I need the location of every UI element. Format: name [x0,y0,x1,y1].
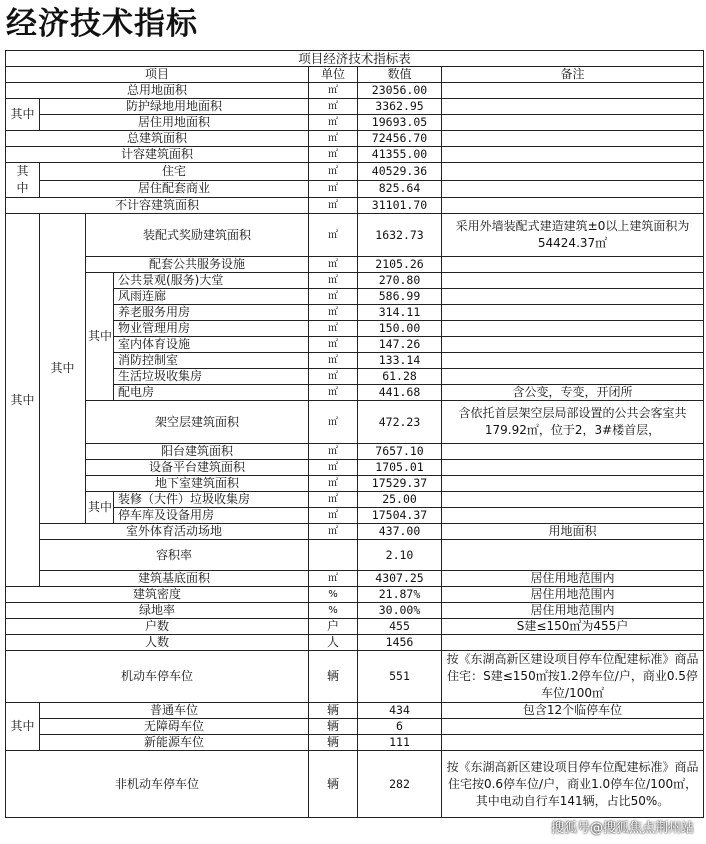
qizhong-label-vertical [6,163,40,198]
row-value: 270.80 [358,273,442,289]
row-label: 人数 [6,635,309,651]
row-unit: ㎡ [309,83,358,99]
row-unit: ㎡ [309,99,358,115]
row-label: 机动车停车位 [6,651,309,703]
row-value: 1456 [358,635,442,651]
row-value: 825.64 [358,180,442,198]
row-note [442,83,704,99]
row-unit: ㎡ [309,305,358,321]
row-label: 建筑密度 [6,587,309,603]
row-label: 新能源车位 [40,735,309,751]
row-label: 公共景观(服务)大堂 [114,273,309,289]
row-note [442,540,704,571]
qizhong-label: 其中 [6,99,40,131]
row-label: 普通车位 [40,703,309,719]
row-note [442,508,704,524]
row-note: 含依托首层架空层局部设置的公共会客室共179.92㎡，位于2，3#楼首层， [442,401,704,444]
table-row [6,257,704,273]
row-label: 居住用地面积 [40,115,309,131]
row-note [442,163,704,181]
row-value: 472.23 [358,401,442,444]
row-label: 消防控制室 [114,353,309,369]
row-value: 25.00 [358,492,442,508]
row-note [442,321,704,337]
row-label: 架空层建筑面积 [86,401,309,444]
row-unit: ㎡ [309,115,358,131]
row-value: 314.11 [358,305,442,321]
table-row [6,492,704,508]
table-row [6,147,704,163]
row-note: 含公变，专变，开闭所 [442,385,704,401]
row-note [442,131,704,147]
row-value: 111 [358,735,442,751]
row-value: 2105.26 [358,257,442,273]
row-unit: ㎡ [309,385,358,401]
row-value: 31101.70 [358,198,442,214]
table-row [6,651,704,703]
row-unit: ㎡ [309,524,358,540]
row-unit: 户 [309,619,358,635]
header-note: 备注 [442,67,704,83]
row-unit: ㎡ [309,444,358,460]
qizhong-label-parking: 其中 [6,703,40,751]
row-unit: ㎡ [309,508,358,524]
row-value: 19693.05 [358,115,442,131]
row-label: 物业管理用房 [114,321,309,337]
table-row [6,180,704,198]
row-unit: ㎡ [309,198,358,214]
row-label: 建筑基底面积 [40,571,309,587]
table-row [6,83,704,99]
row-unit: ㎡ [309,289,358,305]
page-title: 经济技术指标 [6,6,198,42]
row-label: 绿地率 [6,603,309,619]
row-unit: ㎡ [309,321,358,337]
row-note [442,460,704,476]
row-note [442,719,704,735]
table-row [6,603,704,619]
row-label: 无障碍车位 [40,719,309,735]
row-label: 停车库及设备用房 [114,508,309,524]
row-label: 装配式奖励建筑面积 [86,214,309,257]
table-row [6,540,704,571]
table-title: 项目经济技术指标表 [6,51,704,67]
row-unit: 辆 [309,735,358,751]
table-row [6,587,704,603]
row-value: 455 [358,619,442,635]
table-row [6,214,704,257]
row-unit: ㎡ [309,492,358,508]
table-row [6,735,704,751]
row-value: 1632.73 [358,214,442,257]
row-label: 装修（大件）垃圾收集房 [114,492,309,508]
watermark: 搜狐号@搜狐焦点荆州站 [550,821,694,836]
row-note [442,337,704,353]
row-note [442,735,704,751]
row-value: 1705.01 [358,460,442,476]
row-note [442,476,704,492]
row-note: S建≤150㎡为455户 [442,619,704,635]
row-unit: ㎡ [309,571,358,587]
table-row [6,619,704,635]
row-note [442,305,704,321]
row-note [442,115,704,131]
row-label: 室外体育活动场地 [40,524,309,540]
row-value: 437.00 [358,524,442,540]
row-unit: ㎡ [309,273,358,289]
row-note [442,369,704,385]
row-unit: ㎡ [309,180,358,198]
row-label: 防护绿地用地面积 [40,99,309,115]
row-unit: 辆 [309,719,358,735]
row-label: 非机动车停车位 [6,751,309,818]
row-unit: % [309,587,358,603]
header-row [6,67,704,83]
row-note: 按《东湖高新区建设项目停车位配建标准》商品住宅按0.6停车位/户，商业1.0停车位/100㎡，其中电动自行车141辆，占比50%。 [442,751,704,818]
row-label: 设备平台建筑面积 [86,460,309,476]
row-value: 586.99 [358,289,442,305]
row-unit: 辆 [309,751,358,818]
row-value: 4307.25 [358,571,442,587]
row-label: 风雨连廊 [114,289,309,305]
economic-indicators-table [5,50,704,818]
row-unit: 辆 [309,651,358,703]
row-value: 441.68 [358,385,442,401]
table-row [6,401,704,444]
row-note [442,257,704,273]
row-unit: ㎡ [309,257,358,273]
row-value: 282 [358,751,442,818]
row-note [442,99,704,115]
table-row [6,99,704,115]
table-row [6,524,704,540]
table-row [6,163,704,181]
row-note: 包含12个临停车位 [442,703,704,719]
header-item: 项目 [6,67,309,83]
table-row [6,751,704,818]
row-note: 居住用地范围内 [442,587,704,603]
row-value: 17504.37 [358,508,442,524]
table-row [6,115,704,131]
table-row [6,635,704,651]
row-value: 551 [358,651,442,703]
header-unit: 单位 [309,67,358,83]
row-value: 21.87% [358,587,442,603]
row-unit: ㎡ [309,401,358,444]
row-label: 养老服务用房 [114,305,309,321]
row-label: 配套公共服务设施 [86,257,309,273]
row-note [442,444,704,460]
row-note [442,635,704,651]
row-label: 配电房 [114,385,309,401]
row-unit: ㎡ [309,476,358,492]
row-note [442,198,704,214]
table-row [6,476,704,492]
table-row [6,703,704,719]
row-unit: ㎡ [309,131,358,147]
row-label: 总用地面积 [6,83,309,99]
row-value: 434 [358,703,442,719]
row-value: 23056.00 [358,83,442,99]
row-label: 户数 [6,619,309,635]
row-label: 不计容建筑面积 [6,198,309,214]
zhong-char: 中 [16,181,29,195]
qizhong-label-sub: 其中 [86,273,114,401]
row-unit: ㎡ [309,163,358,181]
row-note: 用地面积 [442,524,704,540]
row-note [442,273,704,289]
row-unit: ㎡ [309,147,358,163]
row-unit: ㎡ [309,353,358,369]
row-note [442,492,704,508]
row-label: 总建筑面积 [6,131,309,147]
row-value: 133.14 [358,353,442,369]
table-row [6,131,704,147]
row-unit: ㎡ [309,337,358,353]
row-value: 7657.10 [358,444,442,460]
row-unit: ㎡ [309,369,358,385]
row-value: 2.10 [358,540,442,571]
row-unit: 辆 [309,703,358,719]
row-value: 30.00% [358,603,442,619]
row-label: 室内体育设施 [114,337,309,353]
row-value: 3362.95 [358,99,442,115]
table-row [6,273,704,289]
qizhong-label-inner: 其中 [40,214,86,524]
row-value: 61.28 [358,369,442,385]
table-row [6,719,704,735]
row-note: 居住用地范围内 [442,603,704,619]
row-label: 地下室建筑面积 [86,476,309,492]
row-note [442,180,704,198]
row-unit: 人 [309,635,358,651]
row-label: 阳台建筑面积 [86,444,309,460]
row-note: 采用外墙装配式建造建筑±0以上建筑面积为54424.37㎡ [442,214,704,257]
row-note [442,289,704,305]
row-value: 147.26 [358,337,442,353]
table-title-row [6,51,704,67]
table-row [6,571,704,587]
table-row [6,444,704,460]
row-unit [309,540,358,571]
row-value: 41355.00 [358,147,442,163]
row-note: 居住用地范围内 [442,571,704,587]
row-unit: % [309,603,358,619]
row-label: 居住配套商业 [40,180,309,198]
row-unit: ㎡ [309,460,358,476]
qizhong-label-outer: 其中 [6,214,40,587]
header-value: 数值 [358,67,442,83]
qi-char: 其 [16,164,29,178]
row-label: 住宅 [40,163,309,181]
row-label: 容积率 [40,540,309,571]
row-value: 40529.36 [358,163,442,181]
row-note [442,353,704,369]
row-label: 生活垃圾收集房 [114,369,309,385]
row-note [442,147,704,163]
table-row [6,198,704,214]
row-label: 计容建筑面积 [6,147,309,163]
row-unit: ㎡ [309,214,358,257]
row-value: 6 [358,719,442,735]
row-value: 150.00 [358,321,442,337]
qizhong-label-basement: 其中 [86,492,114,524]
row-value: 17529.37 [358,476,442,492]
row-note: 按《东湖高新区建设项目停车位配建标准》商品住宅：S建≤150㎡按1.2停车位/户，商业0.5停车位/100㎡ [442,651,704,703]
table-row [6,460,704,476]
row-value: 72456.70 [358,131,442,147]
